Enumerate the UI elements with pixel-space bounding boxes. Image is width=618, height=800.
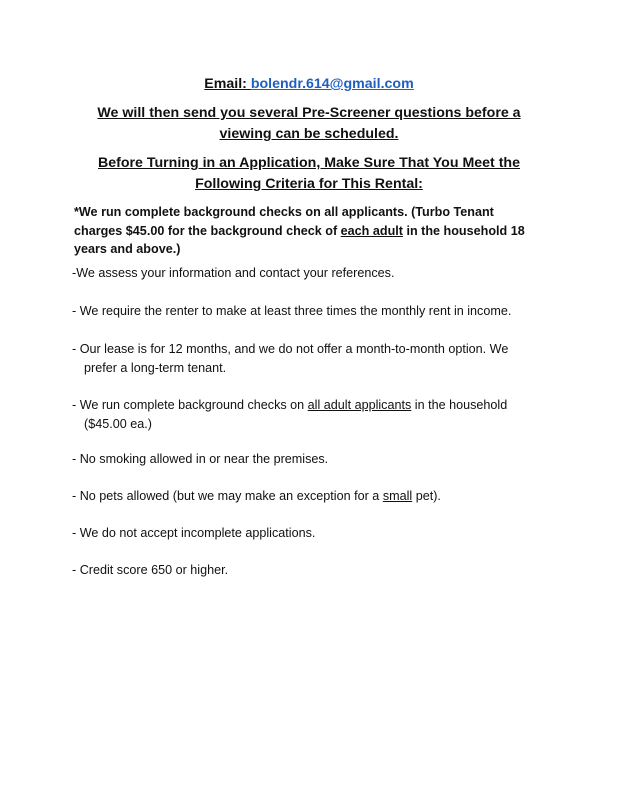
criteria-credit	[72, 561, 552, 580]
intro-underlined: each adult	[340, 223, 403, 238]
email-link[interactable]: bolendr.614@gmail.com	[250, 76, 414, 92]
criteria-incomplete	[72, 524, 552, 543]
criteria-background-underlined: all adult applicants	[307, 398, 412, 412]
criteria-incomplete-text: - We do not accept incomplete applications.	[72, 526, 316, 540]
email-line	[0, 74, 618, 95]
criteria-credit-text: - Credit score 650 or higher.	[72, 563, 229, 577]
criteria-pets-text-1: - No pets allowed (but we may make an exception for a	[72, 489, 383, 503]
criteria-background-line2: ($45.00 ea.)	[84, 416, 152, 431]
criteria-background	[72, 396, 552, 433]
criteria-background-text-1: - We run complete background checks on	[72, 398, 308, 412]
prescreener-heading: We will then send you several Pre-Screener questions before a viewing can be scheduled.	[97, 105, 521, 142]
criteria-lease	[72, 340, 552, 377]
criteria-assess	[72, 264, 552, 283]
criteria-pets-underlined: small	[382, 489, 413, 503]
criteria-background-text-2: in the household	[411, 398, 508, 412]
background-check-intro	[74, 203, 544, 259]
criteria-lease-line2: prefer a long-term tenant.	[84, 360, 227, 375]
criteria-lease-line1: - Our lease is for 12 months, and we do not offer a month-to-month option. We	[72, 342, 509, 356]
criteria-smoking	[72, 450, 552, 469]
criteria-pets	[72, 487, 552, 506]
email-label: Email:	[204, 76, 247, 92]
intro-text-1: *We run complete background checks on all applicants. (Turbo Tenant charges $45.00 for the background check of	[74, 205, 494, 238]
criteria-income	[72, 302, 552, 321]
criteria-smoking-text: - No smoking allowed in or near the premises.	[72, 452, 329, 466]
criteria-pets-text-2: pet).	[412, 489, 441, 503]
criteria-assess-text: -We assess your information and contact your references.	[72, 266, 395, 280]
criteria-heading: Before Turning in an Application, Make Sure That You Meet the Following Criteria for This Rental:	[98, 155, 520, 192]
intro-text-2: in the household 18 years and above.)	[74, 223, 525, 256]
criteria-income-text: - We require the renter to make at least three times the monthly rent in income.	[72, 304, 512, 318]
